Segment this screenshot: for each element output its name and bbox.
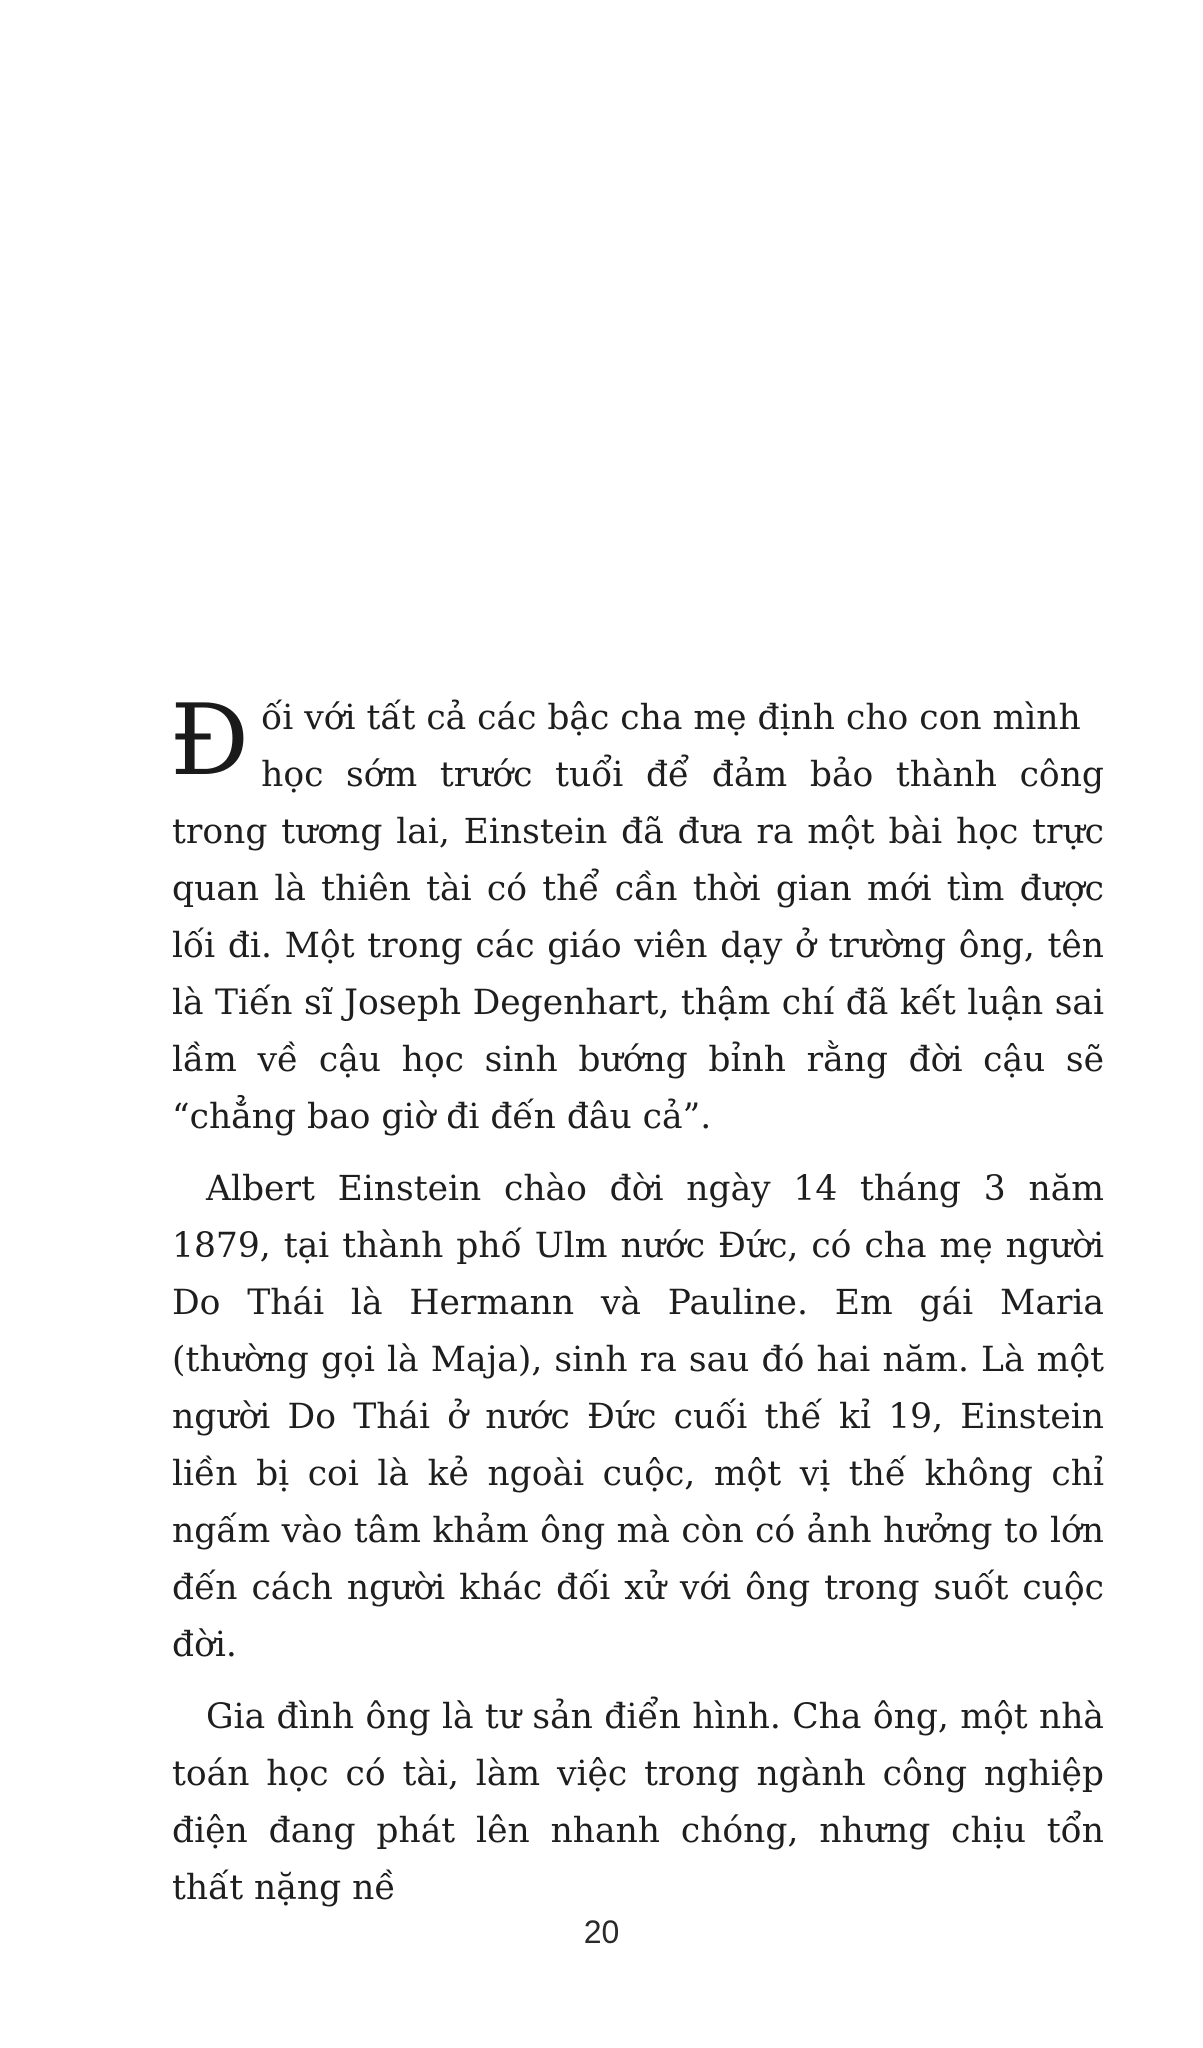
paragraph-birth: Albert Einstein chào đời ngày 14 tháng 3 năm 1879, tại thành phố Ulm nước Đức, có cha mẹ người Do Thái là Hermann và Pauline. Em gái Maria (thường gọi là Maja), sinh ra sau đó hai năm. Là một người Do Thái ở nước Đức cuối thế kỉ 19, Einstein liền bị coi là kẻ ngoài cuộc, một vị thế không chỉ ngấm vào tâm khảm ông mà còn có ảnh hưởng to lớn đến cách người khác đối xử với ông trong suốt cuộc đời. xyxy=(172,1169,1104,1665)
opening-paragraph-text: ối với tất cả các bậc cha mẹ định cho con mình học sớm trước tuổi để đảm bảo thành công trong tương lai, Einstein đã đưa ra một bài học trực quan là thiên tài có thể cần thời gian mới tìm được lối đi. Một trong các giáo viên dạy ở trường ông, tên là Tiến sĩ Joseph Degenhart, thậm chí đã kết luận sai lầm về cậu học sinh bướng bỉnh rằng đời cậu sẽ “chẳng bao giờ đi đến đâu cả”. xyxy=(172,698,1104,1137)
paragraph-family: Gia đình ông là tư sản điển hình. Cha ông, một nhà toán học có tài, làm việc trong ngành công nghiệp điện đang phát lên nhanh chóng, nhưng chịu tổn thất nặng nề xyxy=(172,1697,1104,1908)
chapter-body-text xyxy=(170,684,1104,1932)
drop-cap-letter: Đ xyxy=(170,684,250,798)
page-number: 20 xyxy=(583,1914,620,1950)
opening-paragraph xyxy=(170,684,1104,1146)
